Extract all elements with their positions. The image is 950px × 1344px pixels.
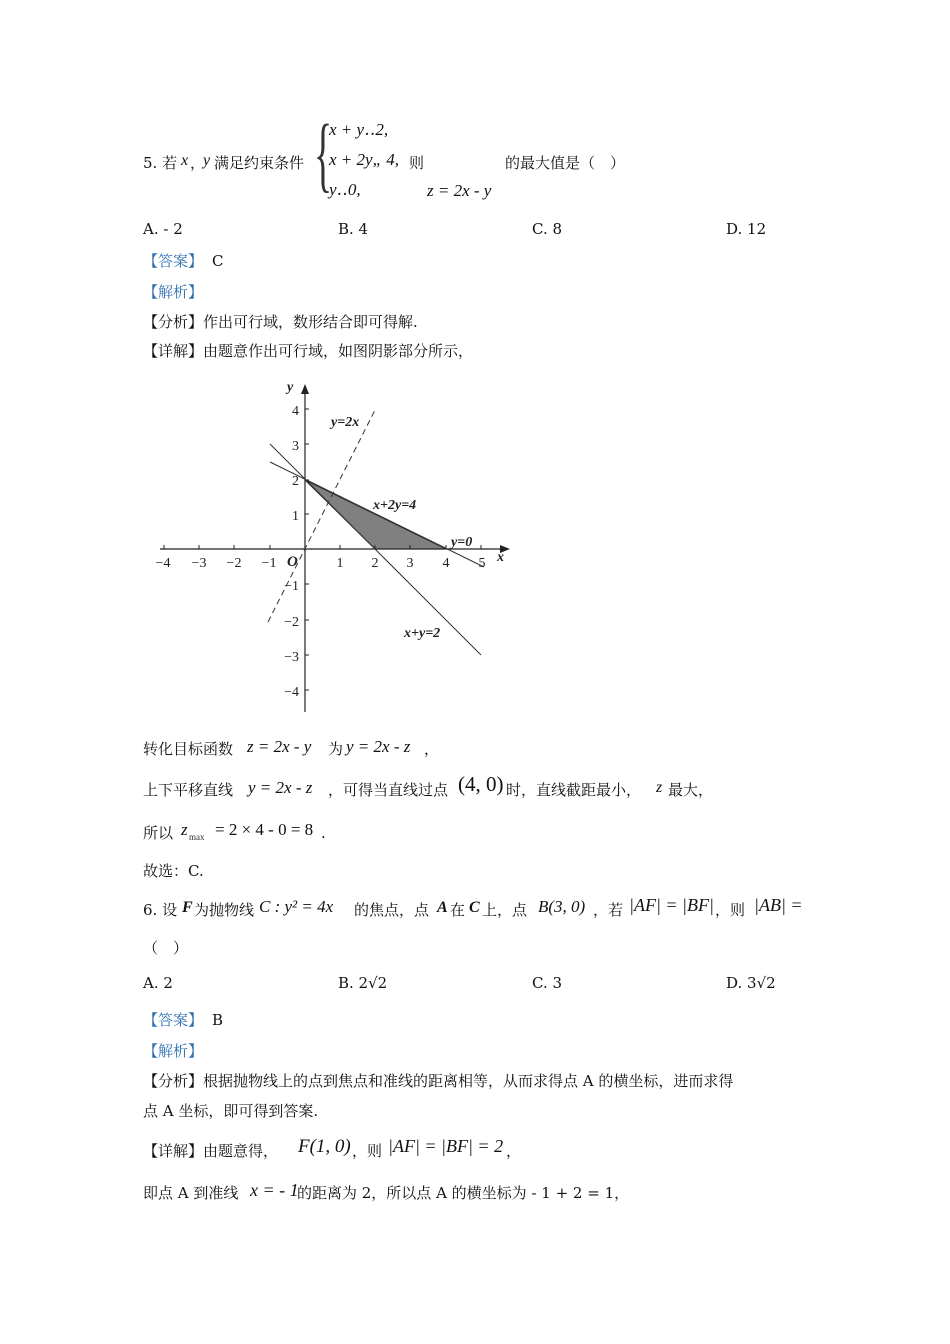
y-tick-label: 1 <box>292 509 299 524</box>
feasible-region-graph <box>150 370 530 720</box>
label-x-2y-4: x+2y=4 <box>373 498 417 513</box>
constraint-1: x + y‥2, <box>329 120 389 139</box>
x-tick-label: −4 <box>155 556 171 571</box>
y-tick-label: −4 <box>284 685 299 700</box>
step2-mid: ，可得当直线过点 <box>328 781 449 799</box>
step1-mid: 为 <box>328 740 344 758</box>
q6-point-b: B(3, 0) <box>538 897 586 916</box>
y-tick-label: 3 <box>292 439 299 454</box>
q5-option-c: C. 8 <box>532 220 563 238</box>
q5-comma: ， <box>190 154 206 172</box>
x-axis-label: x <box>497 550 504 565</box>
label-y-0: y=0 <box>451 535 473 550</box>
q6-answer: B <box>212 1011 224 1029</box>
y-tick-label: −3 <box>284 650 299 665</box>
step3-end: . <box>321 824 326 842</box>
q5-option-b: B. 4 <box>338 220 369 238</box>
x-tick-label: 4 <box>442 556 450 571</box>
step2-pre: 上下平移直线 <box>143 781 234 799</box>
q6-xj-end: ， <box>506 1142 522 1160</box>
q5-var-y: y <box>203 152 211 169</box>
q6-xj-pre: 【详解】由题意得， <box>143 1142 279 1160</box>
step3-sub: max <box>189 832 205 842</box>
constraint-brace: { <box>314 108 333 201</box>
q5-answer: C <box>212 252 224 270</box>
q6-last-pre: 即点 A 到准线 <box>143 1184 239 1202</box>
q6-focus: F(1, 0) <box>298 1136 351 1157</box>
q6-analysis-tag: 【解析】 <box>143 1042 204 1060</box>
q5-stem-mid: 满足约束条件 <box>214 154 305 172</box>
y-tick-label: 4 <box>292 404 299 419</box>
q6-option-a: A. 2 <box>143 974 173 992</box>
constraint-3: y‥0, <box>329 180 361 199</box>
q6-stem-f: ，则 <box>715 901 746 919</box>
x-tick-label: 1 <box>336 556 344 571</box>
y-tick-label: 2 <box>292 474 299 489</box>
y-tick-label: −2 <box>284 615 299 630</box>
q5-answer-tag: 【答案】 <box>143 252 204 270</box>
x-tick-label: −1 <box>261 556 277 571</box>
step1-expr1: z = 2x - y <box>247 737 312 756</box>
q6-answer-tag: 【答案】 <box>143 1011 204 1029</box>
q6-fenxi-line1: 【分析】根据抛物线上的点到焦点和准线的距离相等，从而求得点 A 的横坐标，进而求得 <box>143 1072 734 1090</box>
step2-z: z <box>656 779 663 796</box>
q5-choose: 故选：C. <box>143 862 204 880</box>
x-tick-label: 5 <box>478 556 486 571</box>
q5-fenxi: 【分析】作出可行域，数形结合即可得解. <box>143 313 418 331</box>
x-tick-label: 3 <box>406 556 414 571</box>
q6-stem-c: 在 <box>450 901 466 919</box>
constraint-2: x + 2y„ 4, <box>329 150 400 169</box>
q5-then: 则 <box>409 154 425 172</box>
q6-xj-expr: |AF| = |BF| = 2 <box>388 1136 504 1156</box>
q6-stem-a: 为抛物线 <box>194 901 255 919</box>
feasible-region <box>305 480 446 549</box>
origin-label: O <box>287 554 298 570</box>
step3-z: z <box>181 820 188 839</box>
step1-expr2: y = 2x - z <box>346 737 411 756</box>
step1-pre: 转化目标函数 <box>143 740 234 758</box>
q6-last-post: 的距离为 2，所以点 A 的横坐标为 - 1 + 2 = 1， <box>297 1184 630 1202</box>
step2-expr: y = 2x - z <box>248 778 313 797</box>
step2-end: 最大， <box>668 781 714 799</box>
label-x-y-2: x+y=2 <box>404 626 441 641</box>
q6-var-c: C <box>469 899 480 916</box>
q5-option-d: D. 12 <box>726 220 767 238</box>
q6-condition: |AF| = |BF| <box>629 895 714 915</box>
step1-end: ， <box>424 740 440 758</box>
x-tick-label: −3 <box>191 556 207 571</box>
q6-xj-mid: ，则 <box>352 1142 383 1160</box>
y-axis-label: y <box>287 380 294 395</box>
q6-stem-d: 上，点 <box>482 901 528 919</box>
q5-var-x: x <box>181 152 189 169</box>
q5-objective: z = 2x - y <box>427 181 492 200</box>
step2-post: 时，直线截距最小， <box>506 781 642 799</box>
q5-stem-pre: 5. 若 <box>143 154 178 172</box>
q6-ask: |AB| = <box>754 895 803 915</box>
step3-pre: 所以 <box>143 824 174 842</box>
q5-stem-post: 的最大值是（ ） <box>505 154 626 172</box>
q6-stem-e: ，若 <box>593 901 624 919</box>
q5-xiangjie: 【详解】由题意作出可行域，如图阴影部分所示， <box>143 342 474 360</box>
q6-option-d: D. 3√2 <box>726 974 776 992</box>
step2-point: (4, 0) <box>458 772 504 796</box>
x-tick-label: 2 <box>371 556 379 571</box>
q5-analysis-tag: 【解析】 <box>143 283 204 301</box>
label-y-2x: y=2x <box>331 415 360 430</box>
q6-paren: （ ） <box>143 939 189 957</box>
q6-option-c: C. 3 <box>532 974 563 992</box>
q6-parabola: C : y² = 4x <box>259 897 334 916</box>
q6-directrix: x = - 1 <box>250 1180 299 1200</box>
x-tick-label: −2 <box>226 556 242 571</box>
q6-option-b: B. 2√2 <box>338 974 388 992</box>
q6-var-a: A <box>437 899 448 916</box>
y-axis-arrow <box>301 384 309 394</box>
step3-expr: = 2 × 4 - 0 = 8 <box>215 820 314 839</box>
y-tick-label: −1 <box>284 579 299 594</box>
q6-stem-pre: 6. 设 <box>143 901 178 919</box>
q6-stem-b: 的焦点，点 <box>354 901 430 919</box>
q5-option-a: A. - 2 <box>143 220 183 238</box>
q6-var-f: F <box>182 899 193 916</box>
q6-fenxi-line2: 点 A 坐标，即可得到答案. <box>143 1102 319 1120</box>
